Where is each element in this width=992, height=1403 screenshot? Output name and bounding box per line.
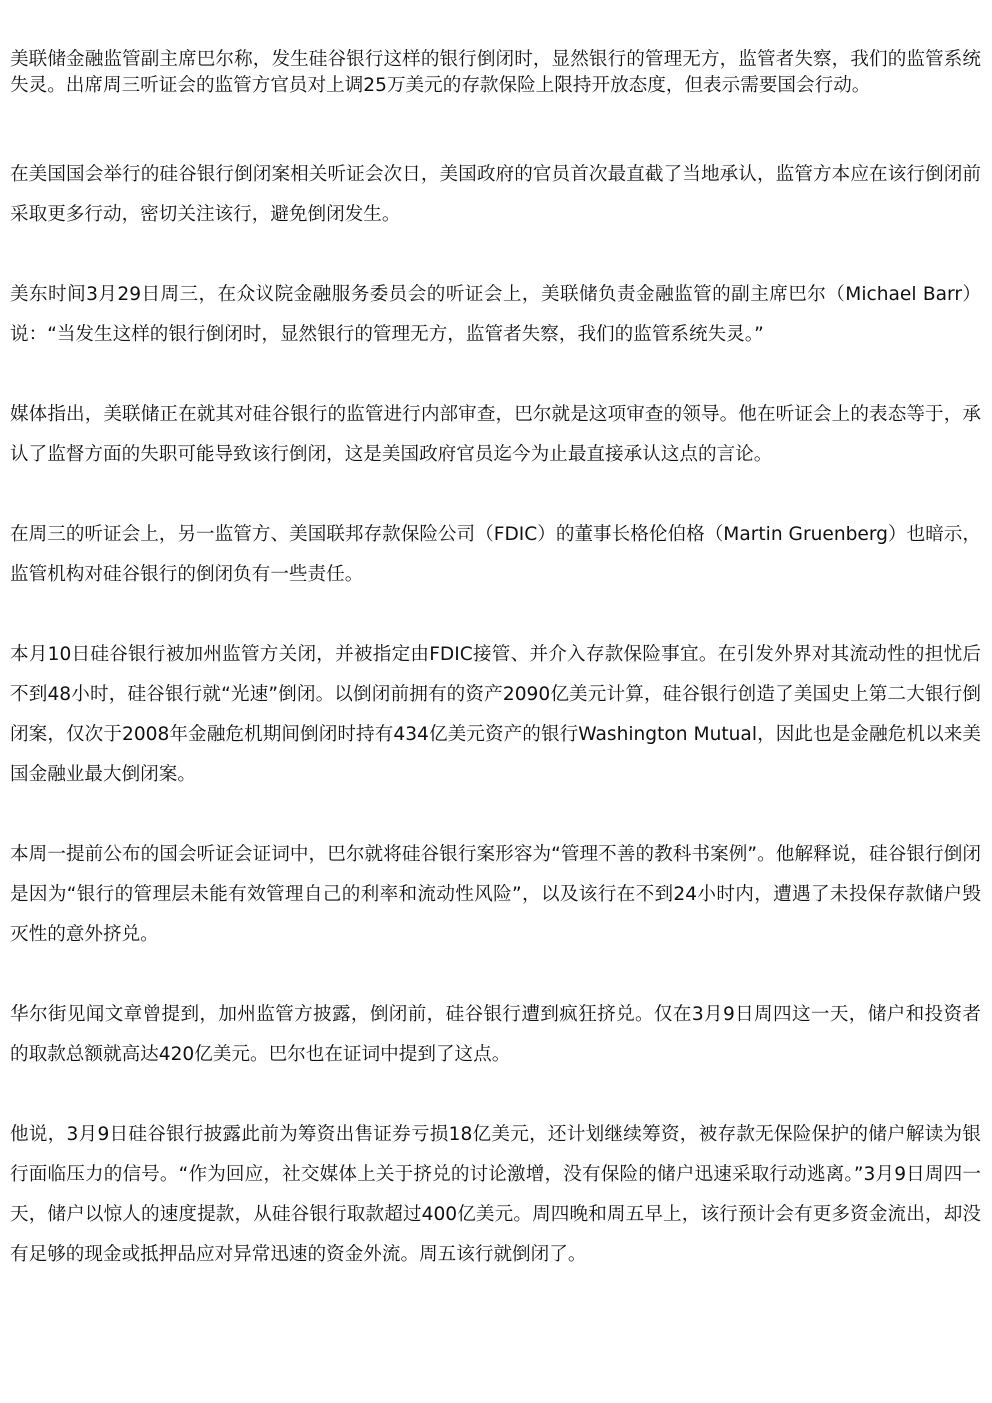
paragraph-bank-run: 华尔街见闻文章曾提到，加州监管方披露，倒闭前，硅谷银行遭到疯狂挤兑。仅在3月9日周四这一天，储户和投资者的取款总额就高达420亿美元。巴尔也在证词中提到了这点。 <box>10 1004 981 1065</box>
paragraph-withdrawals: 他说，3月9日硅谷银行披露此前为筹资出售证券亏损18亿美元，还计划继续筹资，被存款无保险保护的储户解读为银行面临压力的信号。“作为回应，社交媒体上关于挤兑的讨论激增，没有保险的储户迅速采取行动逃离。”3月9日周四一天，储户以惊人的速度提款，从硅谷银行取款超过400亿美元。周四晚和周五早上，该行预计会有更多资金流出，却没有足够的现金或抵押品应对异常迅速的资金外流。周五该行就倒闭了。 <box>10 1124 981 1265</box>
paragraph-barr-quote: 美东时间3月29日周三，在众议院金融服务委员会的听证会上，美联储负责金融监管的副主席巴尔（Michael Barr）说：“当发生这样的银行倒闭时，显然银行的管理无方，监管者失察，我们的监管系统失灵。” <box>10 284 981 345</box>
paragraph-intro: 美联储金融监管副主席巴尔称，发生硅谷银行这样的银行倒闭时，显然银行的管理无方，监管者失察，我们的监管系统失灵。出席周三听证会的监管方官员对上调25万美元的存款保险上限持开放态度，但表示需要国会行动。 <box>10 49 981 96</box>
paragraph-fdic: 在周三的听证会上，另一监管方、美国联邦存款保险公司（FDIC）的董事长格伦伯格（Martin Gruenberg）也暗示，监管机构对硅谷银行的倒闭负有一些责任。 <box>10 524 981 585</box>
paragraph-admission: 在美国国会举行的硅谷银行倒闭案相关听证会次日，美国政府的官员首次最直截了当地承认，监管方本应在该行倒闭前采取更多行动，密切关注该行，避免倒闭发生。 <box>10 164 981 225</box>
paragraph-closure: 本月10日硅谷银行被加州监管方关闭，并被指定由FDIC接管、并介入存款保险事宜。在引发外界对其流动性的担忧后不到48小时，硅谷银行就“光速”倒闭。以倒闭前拥有的资产2090亿美元计算，硅谷银行创造了美国史上第二大银行倒闭案，仅次于2008年金融危机期间倒闭时持有434亿美元资产的银行Washington Mutual，因此也是金融危机以来美国金融业最大倒闭案。 <box>10 644 981 785</box>
paragraph-testimony: 本周一提前公布的国会听证会证词中，巴尔就将硅谷银行案形容为“管理不善的教科书案例”。他解释说，硅谷银行倒闭是因为“银行的管理层未能有效管理自己的利率和流动性风险”，以及该行在不到24小时内，遭遇了未投保存款储户毁灭性的意外挤兑。 <box>10 844 981 945</box>
paragraph-internal-review: 媒体指出，美联储正在就其对硅谷银行的监管进行内部审查，巴尔就是这项审查的领导。他在听证会上的表态等于，承认了监督方面的失职可能导致该行倒闭，这是美国政府官员迄今为止最直接承认这点的言论。 <box>10 404 981 465</box>
